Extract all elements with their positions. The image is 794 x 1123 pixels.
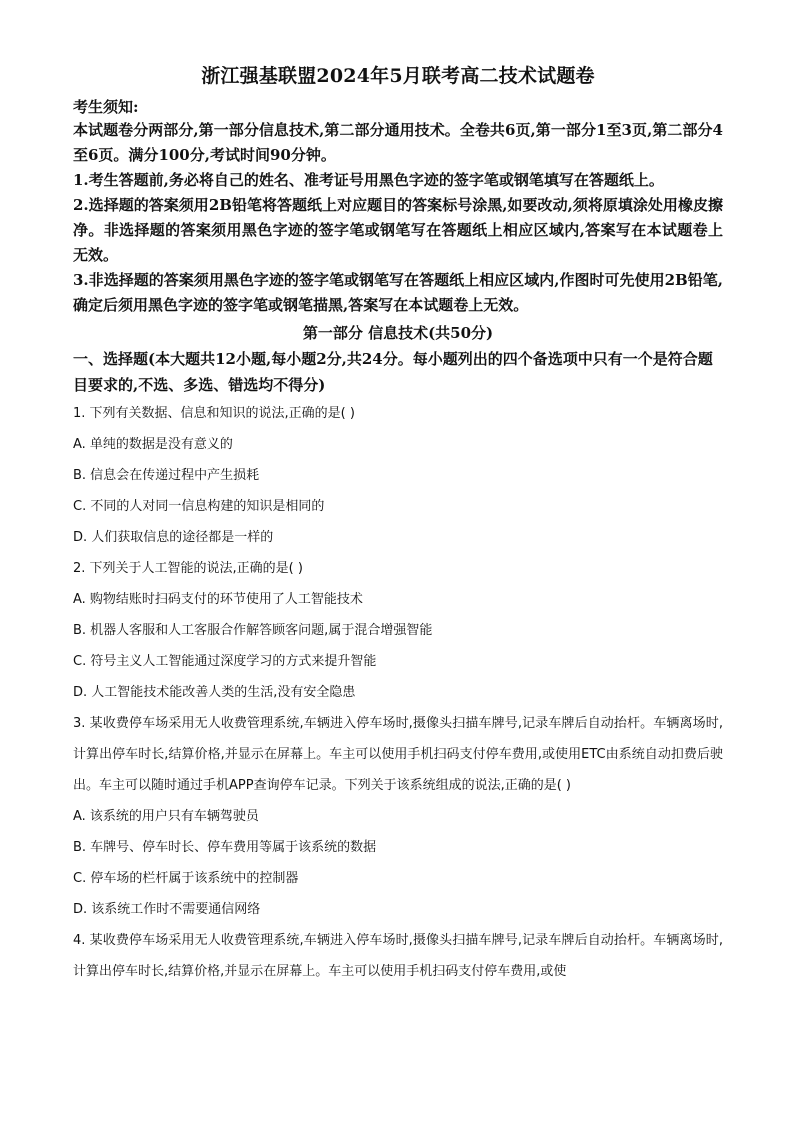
notice-paragraph: 2.选择题的答案须用2B铅笔将答题纸上对应题目的答案标号涂黑,如要改动,须将原填涂处用橡皮擦净。非选择题的答案须用黑色字迹的签字笔或钢笔写在答题纸上相应区域内,答案写在本试题卷上无效。	[73, 196, 723, 264]
section-title: 第一部分 信息技术(共50分)	[302, 324, 494, 342]
question-option: B. 信息会在传递过程中产生损耗	[73, 468, 260, 483]
question-option: B. 机器人客服和人工客服合作解答顾客问题,属于混合增强智能	[73, 623, 433, 638]
question-option: C. 符号主义人工智能通过深度学习的方式来提升智能	[73, 654, 377, 669]
question-option: D. 人们获取信息的途径都是一样的	[73, 530, 274, 545]
question-stem: 2. 下列关于人工智能的说法,正确的是( )	[73, 561, 303, 576]
question-stem: 3. 某收费停车场采用无人收费管理系统,车辆进入停车场时,摄像头扫描车牌号,记录车牌后自动抬杆。车辆离场时,计算出停车时长,结算价格,并显示在屏幕上。车主可以使用手机扫码支付停车费用,或使用ETC由系统自动扣费后驶出。车主可以随时通过手机APP查询停车记录。下列关于该系统组成的说法,正确的是( )	[73, 716, 723, 793]
notice-paragraph: 1.考生答题前,务必将自己的姓名、准考证号用黑色字迹的签字笔或钢笔填写在答题纸上。	[73, 171, 664, 189]
question-1	[73, 398, 723, 553]
question-option: A. 该系统的用户只有车辆驾驶员	[73, 809, 259, 824]
notice-paragraph: 3.非选择题的答案须用黑色字迹的签字笔或钢笔写在答题纸上相应区域内,作图时可先使用2B铅笔,确定后须用黑色字迹的签字笔或钢笔描黑,答案写在本试题卷上无效。	[73, 271, 723, 314]
question-stem: 4. 某收费停车场采用无人收费管理系统,车辆进入停车场时,摄像头扫描车牌号,记录车牌后自动抬杆。车辆离场时,计算出停车时长,结算价格,并显示在屏幕上。车主可以使用手机扫码支付停车费用,或使	[73, 933, 723, 979]
question-4	[73, 925, 723, 987]
question-stem: 1. 下列有关数据、信息和知识的说法,正确的是( )	[73, 406, 355, 421]
exam-title: 浙江强基联盟2024年5月联考高二技术试题卷	[201, 65, 595, 87]
question-option: C. 不同的人对同一信息构建的知识是相同的	[73, 499, 325, 514]
question-option: D. 该系统工作时不需要通信网络	[73, 902, 261, 917]
notice-heading: 考生须知:	[73, 98, 139, 116]
question-option: C. 停车场的栏杆属于该系统中的控制器	[73, 871, 299, 886]
notice-paragraph: 本试题卷分两部分,第一部分信息技术,第二部分通用技术。全卷共6页,第一部分1至3页,第二部分4至6页。满分100分,考试时间90分钟。	[73, 121, 723, 164]
question-2	[73, 553, 723, 708]
question-option: A. 购物结账时扫码支付的环节使用了人工智能技术	[73, 592, 363, 607]
question-option: B. 车牌号、停车时长、停车费用等属于该系统的数据	[73, 840, 377, 855]
exam-page	[73, 60, 723, 987]
part-heading: 一、选择题(本大题共12小题,每小题2分,共24分。每小题列出的四个备选项中只有一个是符合题目要求的,不选、多选、错选均不得分)	[73, 350, 713, 394]
question-option: A. 单纯的数据是没有意义的	[73, 437, 233, 452]
question-option: D. 人工智能技术能改善人类的生活,没有安全隐患	[73, 685, 356, 700]
question-3	[73, 708, 723, 925]
